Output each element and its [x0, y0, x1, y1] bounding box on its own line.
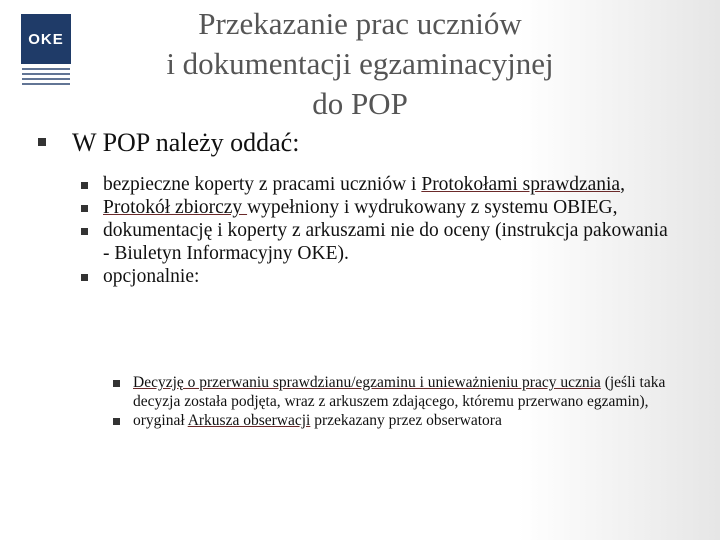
title-line-3: do POP [312, 86, 408, 121]
list-item: dokumentację i koperty z arkuszami nie do oceny (instrukcja pakowania - Biuletyn Informacyjny OKE). [78, 219, 678, 265]
list-item: Decyzję o przerwaniu sprawdzianu/egzaminu i unieważnieniu pracy ucznia (jeśli taka decyzja została podjęta, wraz z arkuszem zdającego, któremu przerwano egzamin), [110, 373, 670, 411]
oke-logo [18, 14, 74, 106]
link-protokoly-sprawdzania[interactable]: Protokołami sprawdzania [421, 174, 621, 195]
list-item: bezpieczne koperty z pracami uczniów i Protokołami sprawdzania, [78, 173, 678, 196]
bullet-icon [81, 205, 88, 212]
bullet-icon [113, 380, 120, 387]
main-bullet-icon [38, 133, 46, 151]
link-decyzja-o-przerwaniu[interactable]: Decyzję o przerwaniu sprawdzianu/egzaminu i unieważnieniu pracy ucznia [133, 374, 601, 391]
bullet-icon [81, 274, 88, 281]
slide-title [100, 4, 620, 124]
bullet-icon [81, 228, 88, 235]
link-protokol-zbiorczy[interactable]: Protokół zbiorczy [103, 197, 248, 218]
oke-logo-caption [18, 68, 74, 85]
list-item: oryginał Arkusza obserwacji przekazany przez obserwatora [110, 411, 670, 430]
link-arkusz-obserwacji[interactable]: Arkusza obserwacji [187, 412, 311, 429]
bullet-icon [81, 182, 88, 189]
main-heading: W POP należy oddać: [72, 128, 300, 157]
list-item: opcjonalnie: [78, 265, 678, 288]
oke-logo-mark [21, 14, 71, 64]
items-list [78, 173, 678, 288]
title-line-2: i dokumentacji egzaminacyjnej [166, 46, 554, 81]
oke-logo-text: OKE [28, 30, 64, 48]
title-line-1: Przekazanie prac uczniów [198, 6, 522, 41]
bullet-icon [113, 418, 120, 425]
list-item: Protokół zbiorczy wypełniony i wydrukowany z systemu OBIEG, [78, 196, 678, 219]
optional-items-list [110, 373, 670, 430]
